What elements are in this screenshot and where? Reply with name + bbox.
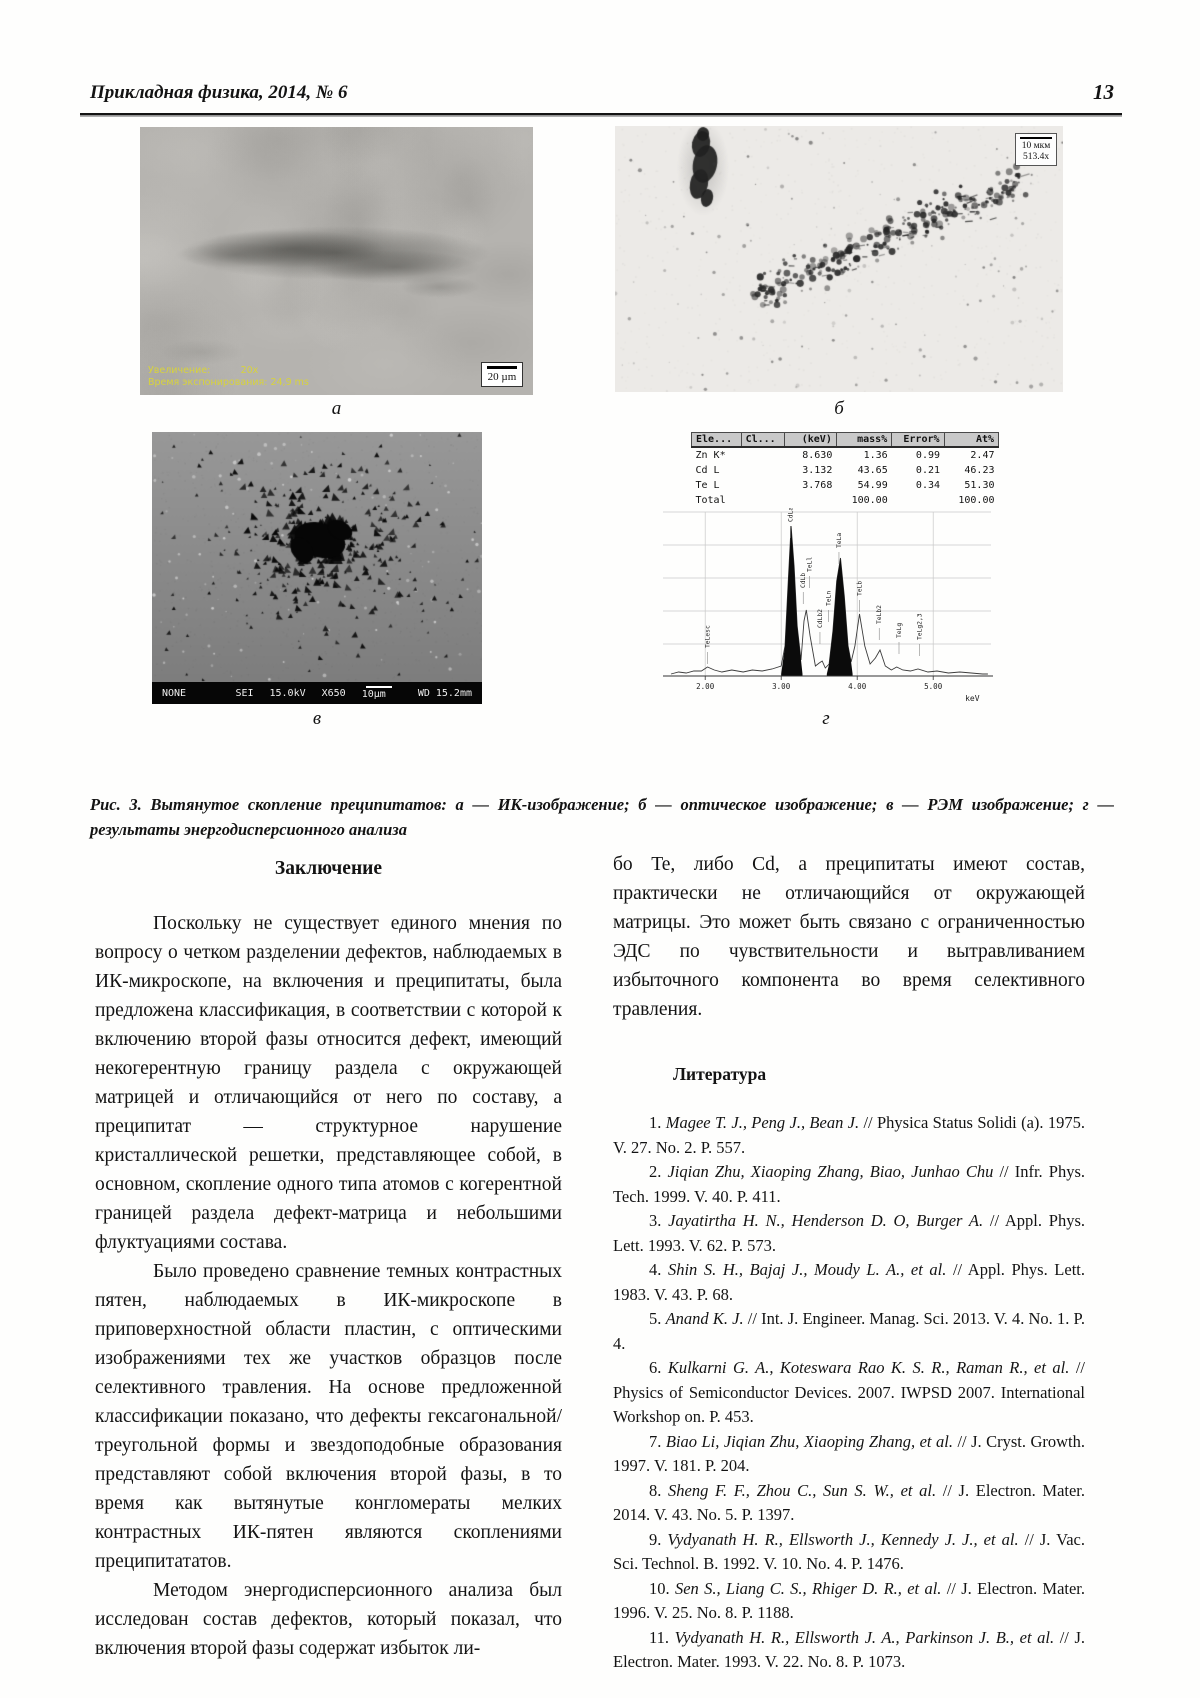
scalebar-a-line (487, 366, 517, 369)
paragraph: Методом энергодисперсионного анализа был исследован состав дефектов, который показал, что включения второй фазы содержат избыток ли- (95, 1580, 562, 1659)
table-cell (741, 447, 785, 463)
page-number: 13 (1093, 80, 1114, 104)
table-cell: 54.99 (857, 480, 888, 491)
eds-table (691, 432, 999, 508)
x-tick-label: 2.00 (696, 682, 715, 691)
figure-v-label: в (312, 708, 322, 729)
reference-item: 10. Sen S., Liang C. S., Rhiger D. R., et al. // J. Electron. Mater. 1996. V. 25. No. 8. P. 1188. (613, 1578, 1086, 1622)
references-list (613, 1111, 1085, 1675)
scalebar-b (1015, 133, 1057, 166)
peak-label: TeLg2,3 (916, 613, 924, 640)
table-cell: Zn K* (695, 450, 726, 461)
table-cell: 3.768 (802, 480, 833, 491)
scalebar-a (481, 362, 523, 387)
table-row (692, 493, 999, 508)
column-header: (keV) (785, 433, 837, 448)
column-header: Error% (892, 433, 944, 448)
figure-a-label: а (331, 398, 342, 419)
reference-item: 2. Jiqian Zhu, Xiaoping Zhang, Biao, Junhao Chu // Infr. Phys. Tech. 1999. V. 40. P. 411. (613, 1162, 1086, 1206)
peak-label: TeLb (856, 580, 864, 596)
column-header: mass% (836, 433, 891, 448)
table-cell (785, 493, 837, 508)
x-tick-label: 3.00 (772, 682, 791, 691)
table-cell: Te L (695, 480, 720, 491)
left-column (95, 850, 562, 1663)
sem-scalebar-line (366, 686, 392, 688)
scalebar-b-length: 10 мкм (1021, 141, 1051, 151)
ir-image (140, 127, 533, 395)
peak-label: TeLn (825, 590, 833, 606)
sem-voltage: 15.0kV (269, 687, 306, 699)
table-cell (741, 493, 785, 508)
table-cell: 0.21 (915, 465, 941, 476)
sem-working-distance: WD 15.2mm (417, 687, 472, 699)
peak-label: CdLa (787, 508, 795, 522)
table-cell: 2.47 (970, 450, 995, 461)
reference-item: 1. Magee T. J., Peng J., Bean J. // Physica Status Solidi (a). 1975. V. 27. No. 2. P. 557. (613, 1113, 1085, 1157)
sem-magnification: X650 (321, 687, 346, 699)
peak-label: TeLb2 (876, 605, 884, 624)
column-header: At% (944, 433, 998, 448)
spectrum-peak (827, 558, 853, 676)
table-cell: 100.00 (958, 495, 995, 506)
figure-a-ir-image (140, 127, 533, 395)
reference-item: 5. Anand K. J. // Int. J. Engineer. Manag. Sci. 2013. V. 4. No. 1. P. 4. (613, 1309, 1085, 1353)
figure-v-sem-image (152, 432, 482, 704)
reference-item: 6. Kulkarni G. A., Koteswara Rao K. S. R., Raman R., et al. // Physics of Semiconductor Devices. 2007. IWPSD 2007. International Workshop on. P. 453. (613, 1358, 1086, 1426)
reference-item: 4. Shin S. H., Bajaj J., Moudy L. A., et al. // Appl. Phys. Lett. 1983. V. 43. P. 68. (613, 1260, 1085, 1304)
x-tick-label: 4.00 (848, 682, 867, 691)
sem-scalebar (362, 686, 402, 700)
eds-spectrum (653, 508, 999, 704)
table-cell: 8.630 (802, 450, 833, 461)
reference-item: 8. Sheng F. F., Zhou C., Sun S. W., et al. // J. Electron. Mater. 2014. V. 43. No. 5. P. 1397. (613, 1480, 1086, 1524)
scalebar-b-line (1020, 137, 1052, 139)
ir-image-info (148, 365, 309, 389)
table-row (692, 447, 999, 463)
table-cell: Cd L (695, 465, 720, 476)
scalebar-b-magnification: 513.4x (1022, 152, 1050, 162)
reference-item: 7. Biao Li, Jiqian Zhu, Xiaoping Zhang, et al. // J. Cryst. Growth. 1997. V. 181. P. 204. (613, 1431, 1086, 1475)
references-heading: Литература (673, 1064, 767, 1084)
scalebar-a-label: 20 µm (487, 371, 517, 383)
reference-item: 9. Vydyanath H. R., Ellsworth J., Kennedy J. J., et al. // J. Vac. Sci. Technol. B. 1992. V. 10. No. 4. P. 1476. (613, 1529, 1085, 1573)
figure-b-label: б (834, 398, 844, 419)
paragraph: Было проведено сравнение темных контрастных пятен, наблюдаемых в ИК-микроскопе в приповерхностной области пластин, с оптическими изображениями тех же участков образцов после селективного травления. На основе предложенной классификации показано, что дефекты гексагональной/треугольной формы и звездоподобные образования представляют собой включения второй фазы, в то время как вытянутые конгломераты мелких контрастных ИК-пятен являются скоплениями преципитататов. (95, 1261, 562, 1572)
conclusion-continuation: бо Te, либо Cd, а преципитаты имеют состав, практически не отличающийся от окружающей матрицы. Это может быть связано с ограниченностью ЭДС по чувствительности и вытравливанием избыточного компонента во время селективного травления. (613, 854, 1085, 1020)
peak-label: TeLg (896, 622, 903, 638)
table-cell: 51.30 (964, 480, 995, 491)
header-rule (80, 113, 1122, 117)
sem-mode: SEI (235, 687, 254, 699)
table-cell: 3.132 (802, 465, 833, 476)
table-cell: Total (695, 495, 726, 506)
peak-label: TeLesc (704, 625, 712, 648)
spectrum-peak (781, 526, 802, 676)
ir-info-magnification: Увеличение: 20x (148, 365, 259, 376)
x-tick-label: 5.00 (924, 682, 943, 691)
column-header: Ele... (692, 433, 742, 448)
conclusion-heading: Заключение (274, 858, 383, 879)
optical-image (615, 126, 1063, 392)
table-cell (892, 493, 944, 508)
paragraph: Поскольку не существует единого мнения по вопросу о четком разделении дефектов, наблюдаемых в ИК-микроскопе, на включения и преципитаты, была предложена классификация, в соответствии с которой к включению второй фазы относится дефект, имеющий некогерентную границу раздела с окружающей матрицей и отличающийся от него по составу, а преципитат — структурное нарушение кристаллической решетки, представляющее собой, в основном, скопление одного типа атомов с когерентной границей раздела дефект-матрица и небольшими флуктуациями состава. (95, 913, 562, 1253)
journal-title: Прикладная физика, 2014, № 6 (90, 82, 348, 103)
table-row (692, 478, 999, 493)
sem-detector-none: NONE (162, 687, 187, 699)
peak-label: CdLb2 (816, 609, 824, 628)
table-cell: 1.36 (863, 450, 888, 461)
table-cell: 46.23 (964, 465, 995, 476)
sem-image (152, 432, 482, 682)
reference-item: 3. Jayatirtha H. N., Henderson D. O, Burger A. // Appl. Phys. Lett. 1993. V. 62. P. 573. (613, 1211, 1085, 1255)
sem-info-bar (152, 682, 482, 704)
column-header: Cl... (741, 433, 785, 448)
figure-caption: Рис. 3. Вытянутое скопление преципитатов: а — ИК-изображение; б — оптическое изображение; в — РЭМ изображение; г — результаты энергодисперсионного анализа (90, 795, 1114, 839)
reference-item: 11. Vydyanath H. R., Ellsworth J. A., Parkinson J. B., et al. // J. Electron. Mater. 1993. V. 22. No. 8. P. 1073. (613, 1627, 1085, 1671)
table-row (692, 463, 999, 478)
ir-info-exposure: Время экспонирования: 24,9 ms (148, 377, 309, 388)
figure-b-optical-image (615, 126, 1063, 392)
table-cell (741, 463, 785, 478)
sem-scalebar-label: 10µm (361, 689, 386, 700)
table-header-row (692, 433, 999, 448)
peak-label: TeLa (835, 532, 843, 548)
figure-g-label: г (822, 708, 830, 729)
table-cell: 43.65 (857, 465, 888, 476)
figure-g-eds-results (653, 432, 999, 704)
peak-label: TeLl (806, 556, 814, 572)
table-cell: 100.00 (851, 495, 888, 506)
x-axis-unit: keV (965, 694, 980, 703)
table-cell: 0.99 (915, 450, 941, 461)
peak-label: CdLb (800, 572, 808, 588)
table-cell: 0.34 (915, 480, 941, 491)
table-cell (741, 478, 785, 493)
right-column (613, 850, 1085, 1675)
conclusion-paragraphs (95, 909, 562, 1663)
